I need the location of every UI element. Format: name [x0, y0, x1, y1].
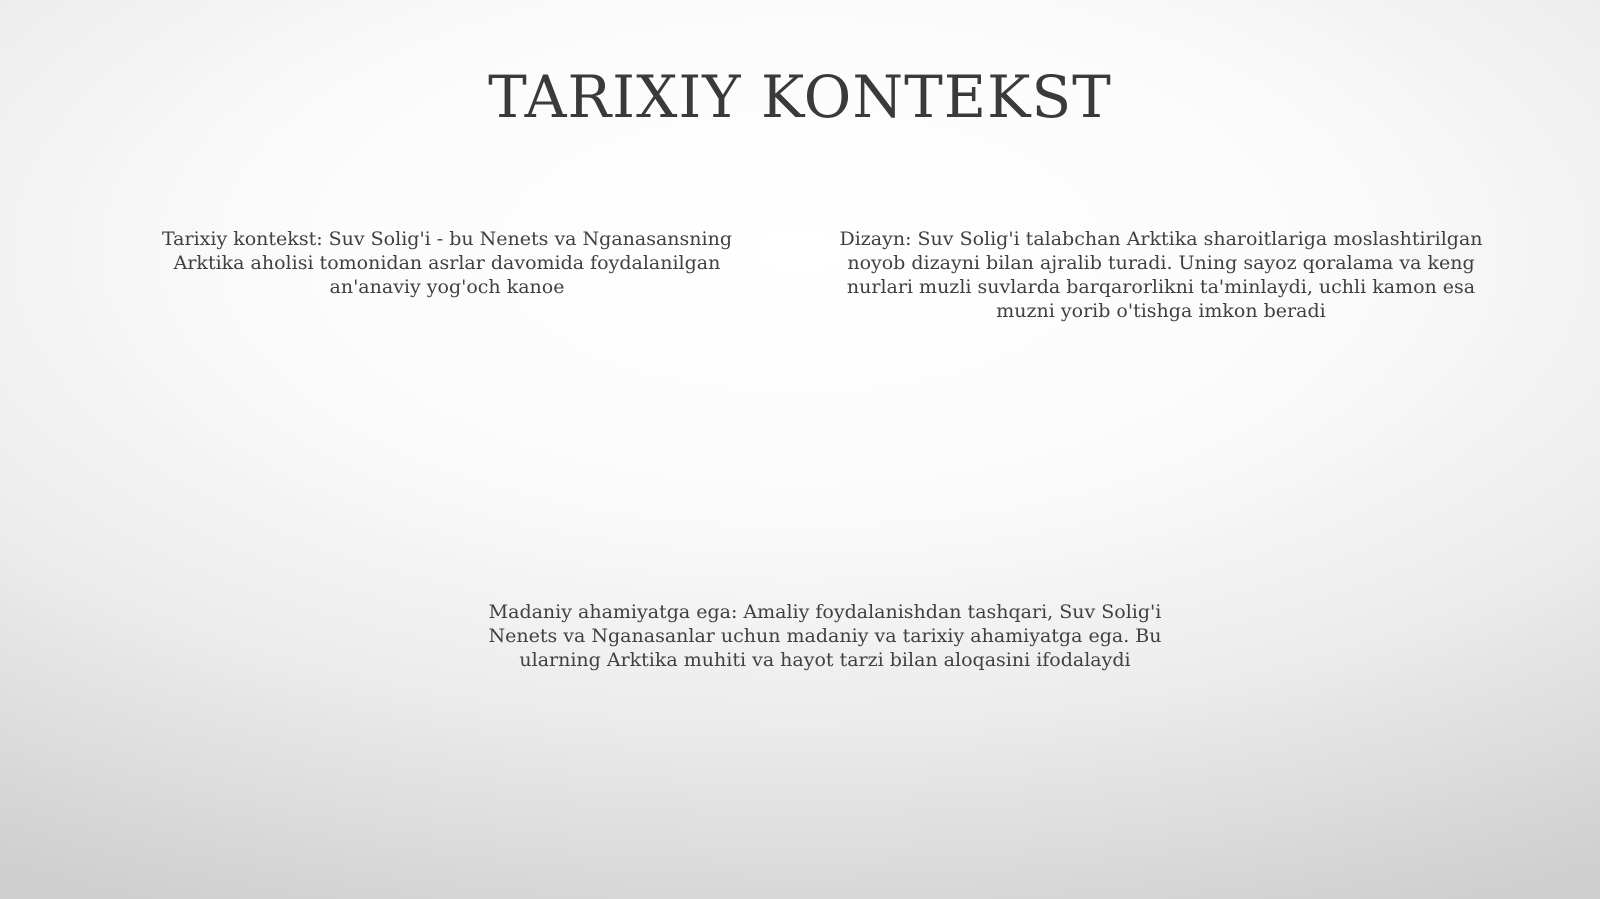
- slide-title: TARIXIY KONTEKST: [488, 63, 1112, 131]
- design-text: Dizayn: Suv Solig'i talabchan Arktika sharoitlariga moslashtirilgan noyob dizayni bilan ajralib turadi. Uning sayoz qoralama va keng nurlari muzli suvlarda barqarorlikni ta'minlaydi, uchli kamon esa muzni yorib o'tishga imkon beradi: [839, 228, 1483, 322]
- historical-context-text: Tarixiy kontekst: Suv Solig'i - bu Nenets va Nganasansning Arktika aholisi tomonidan asrlar davomida foydalanilgan an'anaviy yog'och kanoe: [161, 228, 733, 298]
- cultural-significance-text: Madaniy ahamiyatga ega: Amaliy foydalanishdan tashqari, Suv Solig'i Nenets va Nganasanlar uchun madaniy va tarixiy ahamiyatga ega. Bu ularning Arktika muhiti va hayot tarzi bilan aloqasini ifodalaydi: [488, 601, 1162, 671]
